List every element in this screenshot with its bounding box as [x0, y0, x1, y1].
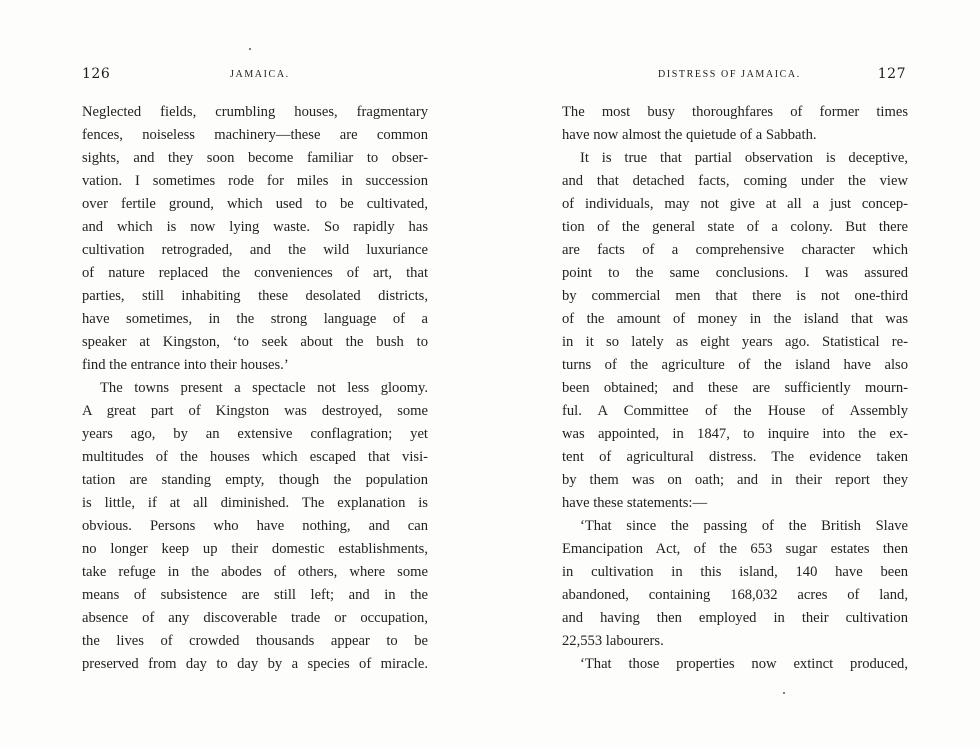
- text-line: find the entrance into their houses.’: [82, 357, 289, 373]
- text-line: are facts of a comprehensive character which: [562, 242, 908, 258]
- text-line: years ago, by an extensive conflagration; yet: [82, 426, 428, 442]
- text-line: Neglected fields, crumbling houses, fragmentary: [82, 104, 428, 120]
- text-line: tion of the general state of a colony. But there: [562, 219, 908, 235]
- text-line: fences, noiseless machinery—these are common: [82, 127, 428, 143]
- text-line: have now almost the quietude of a Sabbath.: [562, 127, 817, 143]
- text-line: and that detached facts, coming under the view: [562, 173, 908, 189]
- text-line: speaker at Kingston, ‘to seek about the bush to: [82, 334, 428, 350]
- page-number: 126: [82, 66, 111, 82]
- text-line: ‘That since the passing of the British Slave: [580, 518, 908, 534]
- text-line: by them was on oath; and in their report they: [562, 472, 908, 488]
- text-line: have sometimes, in the strong language of a: [82, 311, 428, 327]
- left-body-text: [82, 101, 428, 676]
- text-line: multitudes of the houses which escaped that visi-: [82, 449, 428, 465]
- text-line: The towns present a spectacle not less gloomy.: [100, 380, 428, 396]
- paper-speck: [249, 48, 251, 50]
- paper-speck: [783, 692, 785, 694]
- text-line: have these statements:—: [562, 495, 708, 511]
- text-line: ‘That those properties now extinct produced,: [580, 656, 908, 672]
- text-line: the lives of crowded thousands appear to be: [82, 633, 428, 649]
- text-line: cultivation retrograded, and the wild luxuriance: [82, 242, 428, 258]
- text-line: Emancipation Act, of the 653 sugar estates then: [562, 541, 908, 557]
- text-line: 22,553 labourers.: [562, 633, 664, 649]
- right-body-text: [562, 101, 908, 676]
- running-title: JAMAICA.: [230, 69, 290, 80]
- text-line: of individuals, may not give at all a just concep-: [562, 196, 908, 212]
- text-line: The most busy thoroughfares of former times: [562, 104, 908, 120]
- right-page: [562, 0, 908, 748]
- text-line: vation. I sometimes rode for miles in succession: [82, 173, 428, 189]
- text-line: parties, still inhabiting these desolated districts,: [82, 288, 428, 304]
- text-line: obvious. Persons who have nothing, and can: [82, 518, 428, 534]
- text-line: in it so lately as eight years ago. Statistical re-: [562, 334, 908, 350]
- text-line: by commercial men that there is not one-third: [562, 288, 908, 304]
- text-line: abandoned, containing 168,032 acres of land,: [562, 587, 908, 603]
- text-line: means of subsistence are still left; and in the: [82, 587, 428, 603]
- text-line: ful. A Committee of the House of Assembly: [562, 403, 908, 419]
- text-line: in cultivation in this island, 140 have been: [562, 564, 908, 580]
- text-line: point to the same conclusions. I was assured: [562, 265, 908, 281]
- text-line: take refuge in the abodes of others, where some: [82, 564, 428, 580]
- text-line: sights, and they soon become familiar to obser-: [82, 150, 428, 166]
- text-line: turns of the agriculture of the island have also: [562, 357, 908, 373]
- text-line: of the amount of money in the island that was: [562, 311, 908, 327]
- text-line: was appointed, in 1847, to inquire into the ex-: [562, 426, 908, 442]
- text-line: over fertile ground, which used to be cultivated,: [82, 196, 428, 212]
- text-line: and which is now lying waste. So rapidly has: [82, 219, 428, 235]
- text-line: and having then employed in their cultivation: [562, 610, 908, 626]
- page-number: 127: [877, 66, 906, 82]
- text-line: is little, if at all diminished. The explanation is: [82, 495, 428, 511]
- text-line: been obtained; and these are sufficiently mourn-: [562, 380, 908, 396]
- text-line: preserved from day to day by a species of miracle.: [82, 656, 428, 672]
- text-line: no longer keep up their domestic establishments,: [82, 541, 428, 557]
- text-line: It is true that partial observation is deceptive,: [580, 150, 908, 166]
- right-running-head: [562, 66, 908, 84]
- left-page: [82, 0, 428, 748]
- text-line: tent of agricultural distress. The evidence taken: [562, 449, 908, 465]
- text-line: tation are standing empty, though the population: [82, 472, 428, 488]
- text-line: of nature replaced the conveniences of art, that: [82, 265, 428, 281]
- text-line: absence of any discoverable trade or occupation,: [82, 610, 428, 626]
- text-line: A great part of Kingston was destroyed, some: [82, 403, 428, 419]
- left-running-head: [82, 66, 428, 84]
- running-title: DISTRESS OF JAMAICA.: [658, 69, 801, 80]
